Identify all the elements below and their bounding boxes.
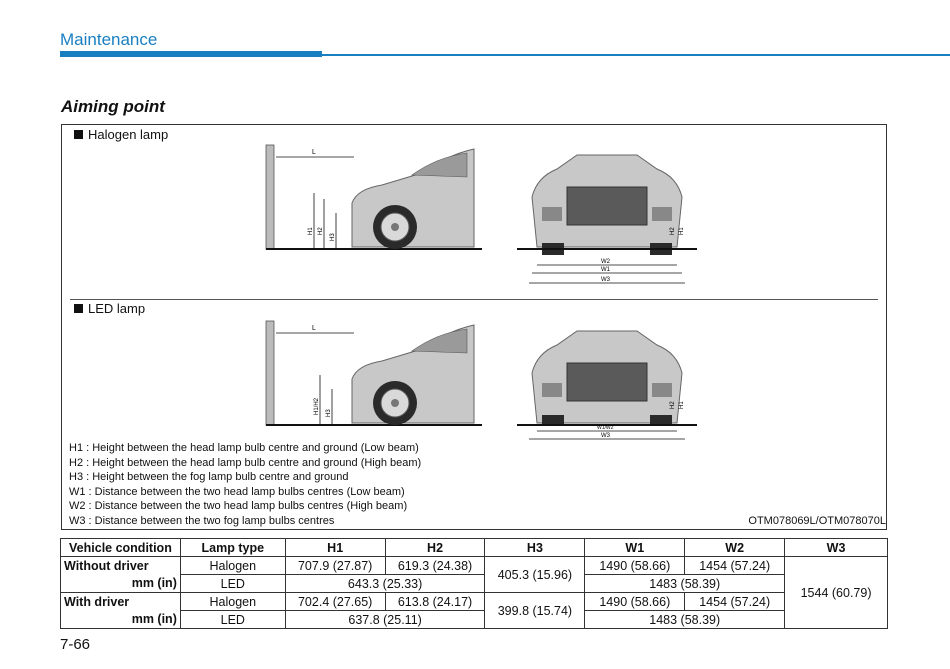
header-title: Maintenance	[60, 30, 158, 49]
h3-cell: 405.3 (15.96)	[485, 557, 585, 593]
table-row	[61, 593, 888, 611]
w1-cell: 1490 (58.66)	[585, 593, 685, 611]
header-lamp-type: Lamp type	[180, 539, 285, 557]
figure-code: OTM078069L/OTM078070L	[748, 515, 886, 527]
diagram-label-w2: W2	[601, 259, 610, 265]
header-h2: H2	[385, 539, 485, 557]
w2-cell: 1454 (57.24)	[685, 593, 785, 611]
h1-h2-cell: 637.8 (25.11)	[285, 611, 485, 629]
w1-w2-cell: 1483 (58.39)	[585, 575, 785, 593]
diagram-label-h1-front: H1	[679, 227, 685, 235]
diagram-label-l: L	[312, 149, 316, 156]
page-number: 7-66	[60, 636, 91, 653]
halogen-label-text: Halogen lamp	[88, 127, 169, 142]
h3-cell: 399.8 (15.74)	[485, 593, 585, 629]
header-h3: H3	[485, 539, 585, 557]
legend-w3: W3 : Distance between the two fog lamp bulbs centres	[69, 514, 335, 527]
legend-w2: W2 : Distance between the two head lamp bulbs centres (High beam)	[69, 500, 408, 513]
diagram-label-h2: H2	[318, 227, 324, 235]
diagram-label-w3: W3	[601, 433, 610, 439]
w1-w2-cell: 1483 (58.39)	[585, 611, 785, 629]
h2-cell: 619.3 (24.38)	[385, 557, 485, 575]
halogen-front-view-diagram	[517, 147, 697, 292]
w3-cell: 1544 (60.79)	[785, 557, 888, 629]
h1-cell: 702.4 (27.65)	[285, 593, 385, 611]
h1-h2-cell: 643.3 (25.33)	[285, 575, 485, 593]
header-w3: W3	[785, 539, 888, 557]
h1-cell: 707.9 (27.87)	[285, 557, 385, 575]
table-header-row	[61, 539, 888, 557]
diagram-label-h1h2: H1/H2	[314, 397, 320, 415]
led-panel-label	[74, 301, 145, 316]
diagram-label-h3: H3	[330, 233, 336, 241]
table-row	[61, 557, 888, 575]
aiming-point-table	[60, 538, 888, 629]
square-bullet-icon	[74, 130, 83, 139]
without-driver-label: Without driver	[61, 557, 181, 575]
without-driver-unit: mm (in)	[61, 575, 181, 593]
h2-cell: 613.8 (24.17)	[385, 593, 485, 611]
halogen-panel-label	[74, 127, 168, 142]
legend-w1: W1 : Distance between the two head lamp bulbs centres (Low beam)	[69, 485, 405, 498]
diagram-label-h3: H3	[326, 409, 332, 417]
panel-divider	[70, 299, 878, 300]
diagram-label-w1: W1	[601, 267, 610, 273]
diagram-label-h1-front: H1	[679, 401, 685, 409]
legend	[69, 441, 421, 529]
w1-cell: 1490 (58.66)	[585, 557, 685, 575]
legend-h3: H3 : Height between the fog lamp bulb centre and ground	[69, 471, 349, 484]
section-title: Aiming point	[61, 97, 165, 116]
square-bullet-icon	[74, 304, 83, 313]
lamp-type-cell: LED	[180, 611, 285, 629]
table-row	[61, 611, 888, 629]
header-w2: W2	[685, 539, 785, 557]
led-front-view-diagram	[517, 323, 697, 445]
header-w1: W1	[585, 539, 685, 557]
diagram-label-h2-front: H2	[670, 401, 676, 409]
w2-cell: 1454 (57.24)	[685, 557, 785, 575]
diagram-label-h2-front: H2	[670, 227, 676, 235]
legend-h1: H1 : Height between the head lamp bulb centre and ground (Low beam)	[69, 442, 419, 454]
diagram-label-w1w2: W1/W2	[597, 425, 614, 431]
lamp-type-cell: Halogen	[180, 557, 285, 575]
diagram-label-l: L	[312, 325, 316, 332]
led-side-view-diagram	[262, 319, 482, 429]
led-label-text: LED lamp	[88, 301, 146, 316]
header-rule	[322, 54, 950, 56]
with-driver-label: With driver	[61, 593, 181, 611]
diagram-label-h1: H1	[308, 227, 314, 235]
legend-h2: H2 : Height between the head lamp bulb centre and ground (High beam)	[69, 456, 422, 469]
diagram-label-w3: W3	[601, 277, 610, 283]
figure-box	[61, 124, 887, 530]
lamp-type-cell: LED	[180, 575, 285, 593]
header-vehicle-condition: Vehicle condition	[61, 539, 181, 557]
table-row	[61, 575, 888, 593]
lamp-type-cell: Halogen	[180, 593, 285, 611]
header-bar	[60, 51, 322, 57]
with-driver-unit: mm (in)	[61, 611, 181, 629]
header-h1: H1	[285, 539, 385, 557]
halogen-side-view-diagram	[262, 143, 482, 253]
